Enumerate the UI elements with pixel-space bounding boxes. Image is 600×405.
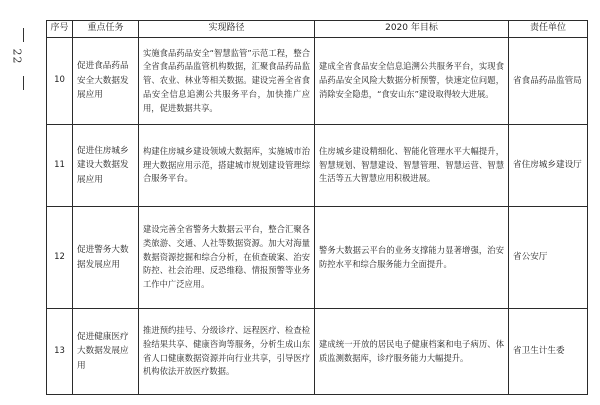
row-path: 推进预约挂号、分级诊疗、远程医疗、检查检验结果共享、健康咨询等服务，分析生成山东省人口健康数据资源并向行业共享，引导医疗机构依法开放医疗数据。 (139, 309, 315, 395)
row-unit: 省公安厅 (509, 207, 588, 309)
table-header-row (47, 21, 588, 38)
table-row (47, 125, 588, 207)
page-number-dash-top (23, 28, 24, 42)
row-path: 建设完善全省警务大数据云平台，整合汇聚各类旅游、交通、人社等数据资源。加大对海量数据资源挖掘和综合分析，在侦查破案、治安防控、社会治理、反恐维稳、情报预警等业务工作中广泛应用。 (139, 207, 315, 309)
table-row (47, 207, 588, 309)
row-unit: 省卫生计生委 (509, 309, 588, 395)
page-number-dash-bottom (23, 76, 24, 90)
row-task: 促进住房城乡建设大数据发展应用 (73, 125, 139, 207)
row-number: 11 (47, 125, 73, 207)
header-no: 序号 (47, 21, 73, 38)
row-goal: 建成统一开放的居民电子健康档案和电子病历、体质监测数据库，诊疗服务能力大幅提升。 (315, 309, 509, 395)
row-task: 促进健康医疗大数据发展应用 (73, 309, 139, 395)
header-task: 重点任务 (73, 21, 139, 38)
row-path: 构建住房城乡建设领域大数据库，实施城市治理大数据应用示范，搭建城市规划建设管理综合服务平台。 (139, 125, 315, 207)
row-goal: 警务大数据云平台的业务支撑能力显著增强，治安防控水平和综合服务能力全面提升。 (315, 207, 509, 309)
row-task: 促进警务大数据发展应用 (73, 207, 139, 309)
row-number: 13 (47, 309, 73, 395)
row-task: 促进食品药品安全大数据发展应用 (73, 38, 139, 125)
page-number-text: 22 (10, 48, 24, 65)
header-path: 实现路径 (139, 21, 315, 38)
table-row (47, 309, 588, 395)
tasks-table (46, 20, 588, 395)
row-unit: 省食品药品监管局 (509, 38, 588, 125)
row-number: 10 (47, 38, 73, 125)
row-unit: 省住房城乡建设厅 (509, 125, 588, 207)
row-goal: 建成全省食品安全信息追溯公共服务平台，实现食品药品安全风险大数据分析预警，快速定位问题，消除安全隐患，“食安山东”建设取得较大进展。 (315, 38, 509, 125)
header-unit: 责任单位 (509, 21, 588, 38)
row-number: 12 (47, 207, 73, 309)
header-goal: 2020 年目标 (315, 21, 509, 38)
page-number (10, 6, 35, 106)
row-path: 实施食品药品安全“智慧监管”示范工程，整合全省食品药品监管机构数据，汇聚食品药品监管、农业、林业等相关数据。建设完善全省食品安全信息追溯公共服务平台，加快推广应用，促进数据共享。 (139, 38, 315, 125)
row-goal: 住房城乡建设精细化、智能化管理水平大幅提升，智慧规划、智慧建设、智慧管理、智慧运营、智慧生活等五大智慧应用积极进展。 (315, 125, 509, 207)
table-row (47, 38, 588, 125)
